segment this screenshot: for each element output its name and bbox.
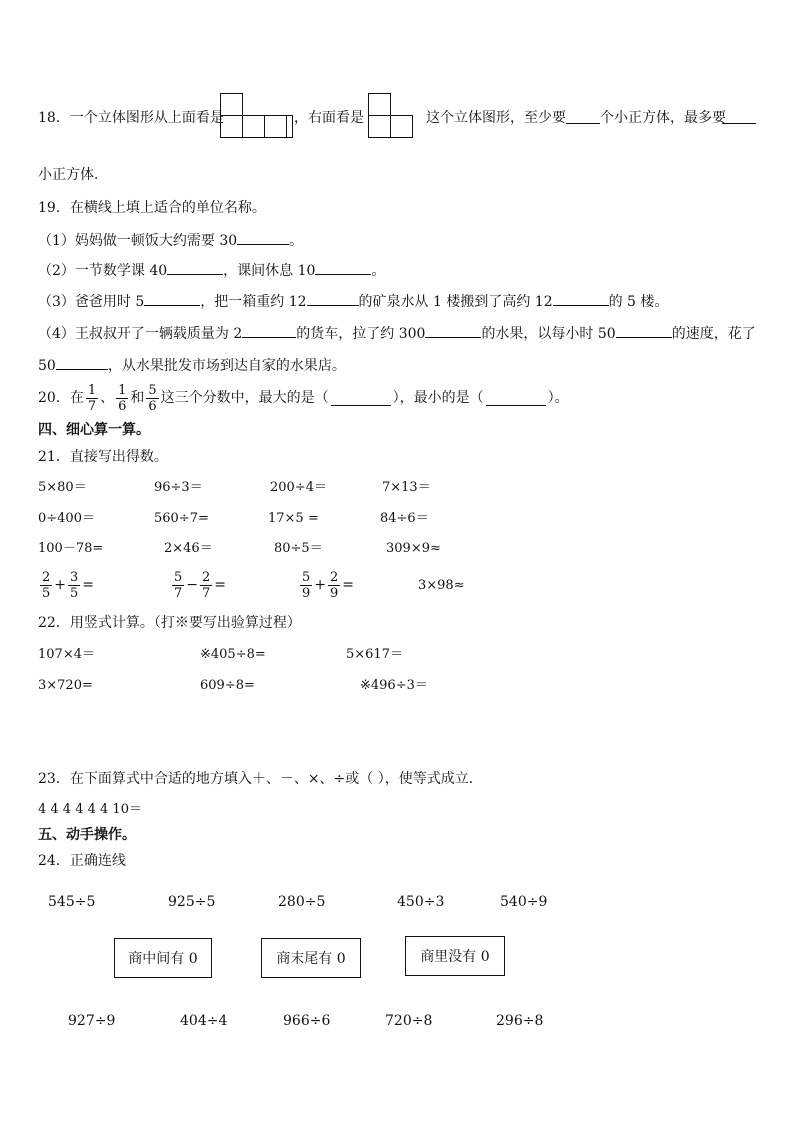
q24-bottom-2: 404÷4: [180, 1013, 228, 1029]
q21-r3c3: 80÷5＝: [274, 541, 323, 556]
q19-title: 19．在横线上填上适合的单位名称。: [38, 200, 266, 216]
q19-s4-blank3[interactable]: [616, 323, 672, 338]
q18-blank-min[interactable]: [566, 109, 600, 124]
q24-bottom-1: 927÷9: [68, 1013, 116, 1029]
section-4-heading: 四、细心算一算。: [38, 422, 150, 438]
q23-expression: 4 4 4 4 4 4 10＝: [38, 802, 142, 817]
q19-s4-blank2[interactable]: [425, 323, 481, 338]
q24-bottom-3: 966÷6: [283, 1013, 331, 1029]
q21-r2c1: 0÷400＝: [38, 511, 95, 526]
q19-s2: （2）一节数学课 40 ，课间休息 10 。: [38, 260, 385, 280]
q21-r4c3: $\frac{5}{9}$ + $\frac{2}{9}$ =: [302, 569, 355, 601]
section-5-heading: 五、动手操作。: [38, 827, 136, 843]
q24-bottom-5: 296÷8: [496, 1013, 544, 1029]
q22-r1c3: 5×617＝: [346, 647, 403, 662]
q19-s4-blank4[interactable]: [56, 355, 108, 370]
q20-blank-min[interactable]: [486, 391, 546, 406]
q24-top-2: 925÷5: [168, 894, 216, 910]
q24-top-3: 280÷5: [278, 894, 326, 910]
q22-r2c1: 3×720=: [38, 678, 93, 693]
fraction-1-7: $\frac{1}{7}$: [87, 382, 97, 414]
q22-r2c3: ※496÷3＝: [360, 678, 428, 693]
q21-r1c3: 200÷4＝: [270, 480, 327, 495]
q20: 20．在 $\frac{1}{7}$ 、 $\frac{1}{6}$ 和 $\frac{5}{6}$ 这三个分数中，最大的是（ ），最小的是（ ）。: [38, 382, 569, 414]
q21-r4c4: 3×98≈: [418, 578, 465, 593]
q18-blank-max[interactable]: [722, 109, 756, 124]
q23-title: 23．在下面算式中合适的地方填入＋、－、×、÷或（ ），使等式成立．: [38, 771, 483, 787]
q24-box-middle-zero[interactable]: 商中间有 0: [114, 938, 212, 978]
q19-s4-blank1[interactable]: [242, 323, 296, 338]
fraction-1-6: $\frac{1}{6}$: [118, 382, 127, 414]
q22-r1c1: 107×4＝: [38, 647, 95, 662]
q19-s3-blank1[interactable]: [144, 291, 200, 306]
q24-top-5: 540÷9: [500, 894, 548, 910]
q22-r2c2: 609÷8=: [200, 678, 255, 693]
q21-r3c4: 309×9≈: [386, 541, 441, 556]
q19-s1-blank[interactable]: [237, 230, 289, 245]
q21-r3c2: 2×46＝: [164, 541, 213, 556]
fraction-5-6: $\frac{5}{6}$: [148, 382, 157, 414]
q24-bottom-4: 720÷8: [385, 1013, 433, 1029]
q21-r4c2: $\frac{5}{7}$ − $\frac{2}{7}$ =: [174, 569, 227, 601]
q19-s1: （1）妈妈做一顿饭大约需要 30 。: [38, 230, 303, 250]
q21-r1c2: 96÷3＝: [154, 480, 203, 495]
q20-blank-max[interactable]: [331, 391, 391, 406]
q21-r3c1: 100－78=: [38, 541, 104, 556]
q22-title: 22．用竖式计算。（打※要写出验算过程）: [38, 615, 301, 631]
q24-title: 24．正确连线: [38, 853, 126, 869]
q24-box-no-zero[interactable]: 商里没有 0: [405, 936, 505, 976]
q19-s3: （3）爸爸用时 5 ，把一箱重约 12 的矿泉水从 1 楼搬到了高约 12 的 5 楼。: [38, 291, 668, 311]
q18-text-3: 这个立体图形，至少要: [426, 110, 566, 126]
q19-s3-blank2[interactable]: [307, 291, 359, 306]
q21-r1c1: 5×80＝: [38, 480, 87, 495]
q24-top-1: 545÷5: [48, 894, 96, 910]
q21-title: 21．直接写出得数。: [38, 449, 168, 465]
q22-r1c2: ※405÷8=: [200, 647, 266, 662]
q19-s4-cont: 50 ，从水果批发市场到达自家的水果店。: [38, 355, 346, 375]
top-view-figure: [220, 93, 294, 141]
q18-text-4: 个小正方体，最多要: [600, 110, 726, 126]
q21-r4c1: $\frac{2}{5}$ + $\frac{3}{5}$ =: [42, 569, 95, 601]
q24-top-4: 450÷3: [397, 894, 445, 910]
q19-s4: （4）王叔叔开了一辆载质量为 2 的货车，拉了约 300 的水果，以每小时 50 的速度，花了: [38, 323, 756, 343]
right-view-figure: [368, 93, 418, 141]
q19-s2-blank2[interactable]: [315, 260, 371, 275]
q21-r1c4: 7×13＝: [382, 480, 431, 495]
q21-r2c3: 17×5 =: [268, 511, 319, 526]
q21-r2c2: 560÷7=: [154, 511, 209, 526]
q18-text-1: 18．一个立体图形从上面看是: [38, 110, 224, 126]
q18-text-2: ，右面看是: [294, 110, 364, 126]
q18-text-5: 小正方体．: [38, 167, 108, 183]
q21-r2c4: 84÷6＝: [380, 511, 429, 526]
q24-box-end-zero[interactable]: 商末尾有 0: [261, 938, 361, 978]
q19-s3-blank3[interactable]: [553, 291, 609, 306]
q19-s2-blank1[interactable]: [167, 260, 223, 275]
